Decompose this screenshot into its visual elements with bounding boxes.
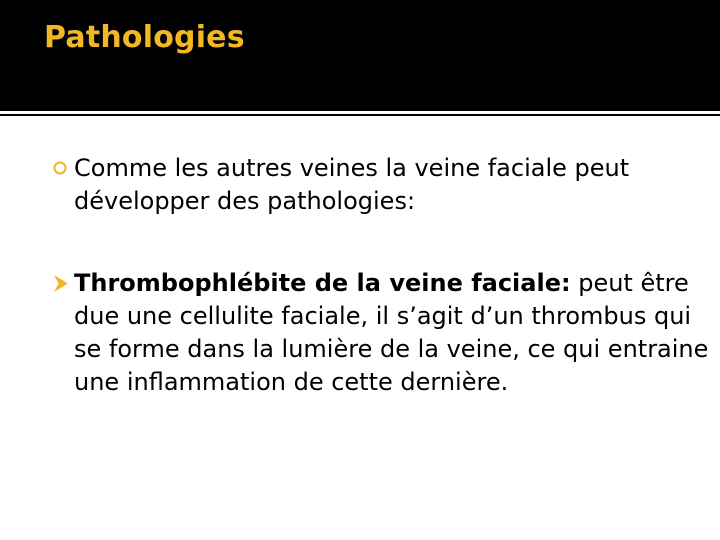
hollow-circle-bullet-icon [52, 152, 74, 185]
arrowhead-bullet-icon [52, 267, 74, 300]
title-bar [0, 0, 720, 111]
bullet-description: peut être due une cellulite faciale, il s’agit d’un thrombus qui se forme dans la lumière de la veine, ce qui entraine une inflammation de cette dernière. [74, 269, 709, 396]
bullet-text: Comme les autres veines la veine faciale peut développer des pathologies: [74, 154, 630, 215]
bullet-text [74, 267, 712, 399]
bullet-term: Thrombophlébite de la veine faciale: [74, 269, 571, 297]
list-item [52, 267, 712, 399]
list-item [52, 152, 712, 218]
header-divider [0, 114, 720, 116]
page-title: Pathologies [44, 20, 245, 55]
